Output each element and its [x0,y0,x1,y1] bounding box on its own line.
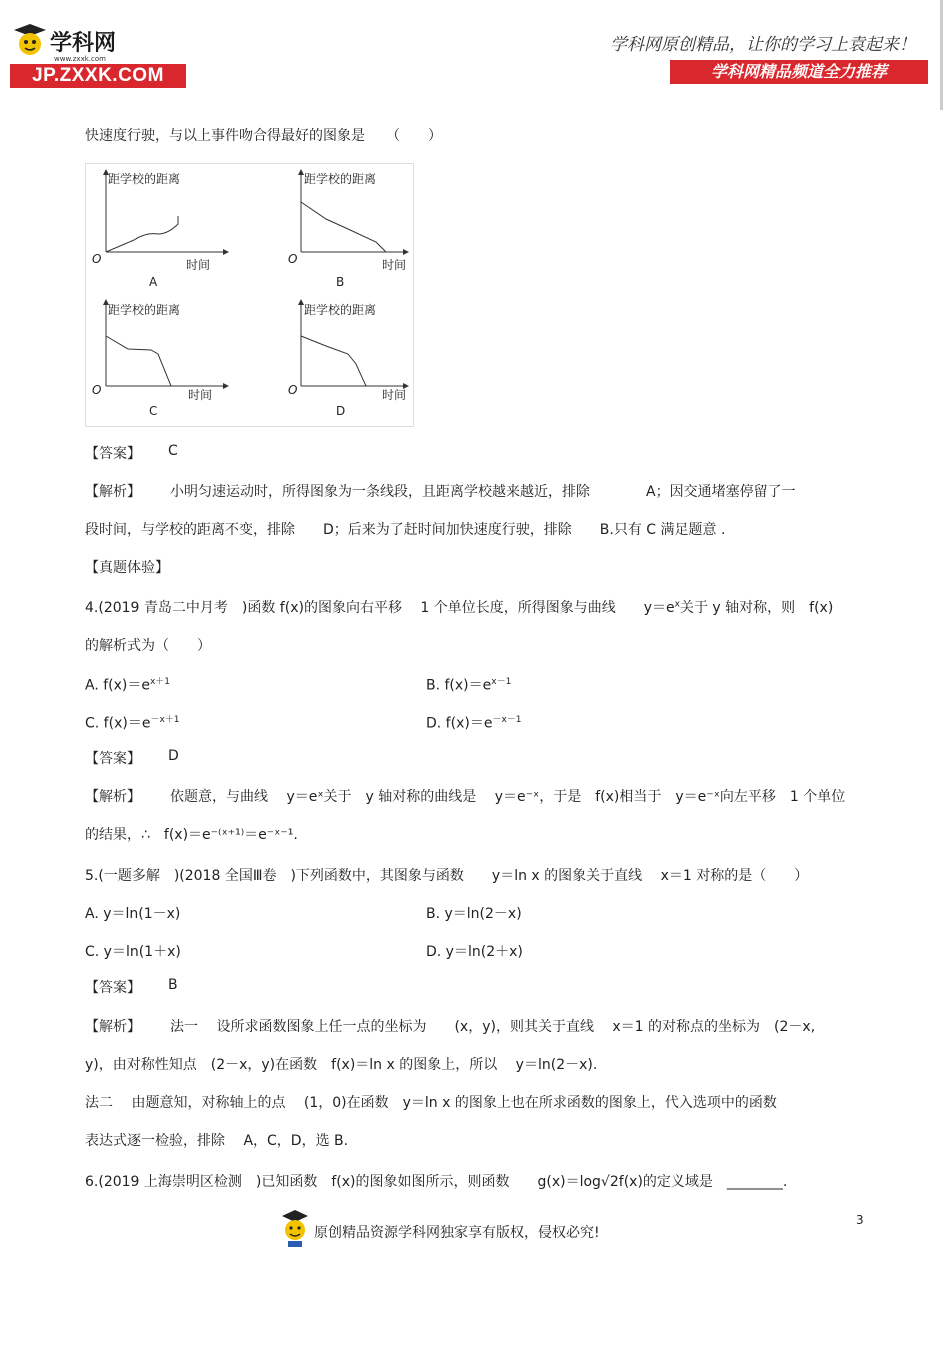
option-4c-text: C. f(x)＝e [85,715,151,732]
option-5d: D. y＝ln(2＋x) [426,944,523,960]
answer-value-5: B [168,977,178,993]
option-5c: C. y＝ln(1＋x) [85,944,181,960]
question-5: 5.(一题多解 )(2018 全国Ⅲ卷 )下列函数中，其图象与函数 y＝ln x 的图象关于直线 x＝1 对称的是（ ） [85,868,809,884]
mascot-icon [8,22,48,62]
ylabel-c: 距学校的距离 [108,303,181,317]
option-4a-sup: x＋1 [149,677,171,687]
page-edge [940,0,943,110]
option-4d [426,712,522,733]
origin-b: O [288,252,298,266]
graph-svg [86,164,413,426]
analysis-text-3b: 段时间，与学校的距离不变，排除 D；后来为了赶时间加快速度行驶，排除 B.只有 C 满足题意 . [85,522,726,538]
option-4d-text: D. f(x)＝e [426,715,493,732]
header-slogan-bar: 学科网精品频道全力推荐 [670,60,928,84]
logo-text: 学科网 [50,31,117,56]
analysis-text-4a: 依题意，与曲线 y＝eˣ关于 y 轴对称的曲线是 y＝e⁻ˣ，于是 f(x)相当于 y＝e⁻ˣ向左平移 1 个单位 [170,789,846,805]
ylabel-a: 距学校的距离 [108,172,181,186]
option-4b [426,674,511,695]
analysis-label-4: 【解析】 [85,789,141,805]
panel-label-c: C [149,404,158,418]
ylabel-d: 距学校的距离 [304,303,377,317]
panel-label-a: A [149,275,158,289]
question-6: 6.(2019 上海崇明区检测 )已知函数 f(x)的图象如图所示，则函数 g(x)＝log√2f(x)的定义域是 ________. [85,1174,788,1190]
analysis-text-5b: y)，由对称性知点 (2－x，y)在函数 f(x)＝ln x 的图象上，所以 y＝ln(2－x). [85,1057,598,1073]
answer-value-4: D [168,748,179,764]
origin-a: O [92,252,102,266]
question-4-line1 [85,597,833,617]
section-heading: 【真题体验】 [85,560,169,576]
analysis-text-4b: 的结果，∴ f(x)＝e⁻⁽ˣ⁺¹⁾＝e⁻ˣ⁻¹. [85,827,298,843]
answer-label-5: 【答案】 [85,980,141,996]
question-4-sup: x [674,599,680,610]
xlabel-d: 时间 [382,388,407,402]
panel-label-b: B [336,275,345,289]
ylabel-b: 距学校的距离 [304,172,377,186]
analysis-text-5a: 法一 设所求函数图象上任一点的坐标为 (x，y)，则其关于直线 x＝1 的对称点的坐标为 (2－x, [170,1019,816,1035]
option-5b: B. y＝ln(2－x) [426,906,522,922]
header-slogan: 学科网原创精品，让你的学习上袁起来！ [610,35,916,55]
analysis-label-3: 【解析】 [85,484,141,500]
graph-figure [85,163,414,427]
question-4-line1b: 关于 y 轴对称，则 f(x) [679,600,834,616]
site-logo[interactable] [8,22,188,94]
origin-c: O [92,383,102,397]
answer-label-4: 【答案】 [85,751,141,767]
xlabel-b: 时间 [382,258,407,272]
analysis-label-5: 【解析】 [85,1019,141,1035]
question-text: 快速度行驶，与以上事件吻合得最好的图象是 （ ） [85,128,442,144]
logo-subtext: www.zxxk.com [54,55,106,63]
logo-domain: JP.ZXXK.COM [10,64,186,88]
option-4a [85,674,170,695]
option-5a: A. y＝ln(1－x) [85,906,181,922]
option-4d-sup: －x－1 [492,715,522,725]
footer-mascot-icon [278,1208,312,1248]
option-4b-text: B. f(x)＝e [426,677,492,694]
xlabel-a: 时间 [186,258,211,272]
analysis-text-3a: 小明匀速运动时，所得图象为一条线段，且距离学校越来越近，排除 A；因交通堵塞停留了一 [170,484,796,500]
option-4b-sup: x－1 [491,677,512,687]
option-4c [85,712,180,733]
answer-value-3: C [168,443,178,459]
option-4a-text: A. f(x)＝e [85,677,150,694]
xlabel-c: 时间 [188,388,213,402]
copyright-notice: 原创精品资源学科网独家享有版权，侵权必究! [314,1225,600,1241]
origin-d: O [288,383,298,397]
analysis-text-5d: 表达式逐一检验，排除 A，C，D，选 B. [85,1133,349,1149]
answer-label-3: 【答案】 [85,446,141,462]
analysis-text-5c: 法二 由题意知，对称轴上的点 (1，0)在函数 y＝ln x 的图象上也在所求函数的图象上，代入选项中的函数 [85,1095,777,1111]
panel-label-d: D [336,404,346,418]
page-number: 3 [856,1213,864,1227]
question-4-line1a: 4.(2019 青岛二中月考 )函数 f(x)的图象向右平移 1 个单位长度，所得图象与曲线 y＝e [85,600,675,616]
option-4c-sup: －x＋1 [150,715,180,725]
question-4-line2: 的解析式为（ ） [85,638,211,654]
